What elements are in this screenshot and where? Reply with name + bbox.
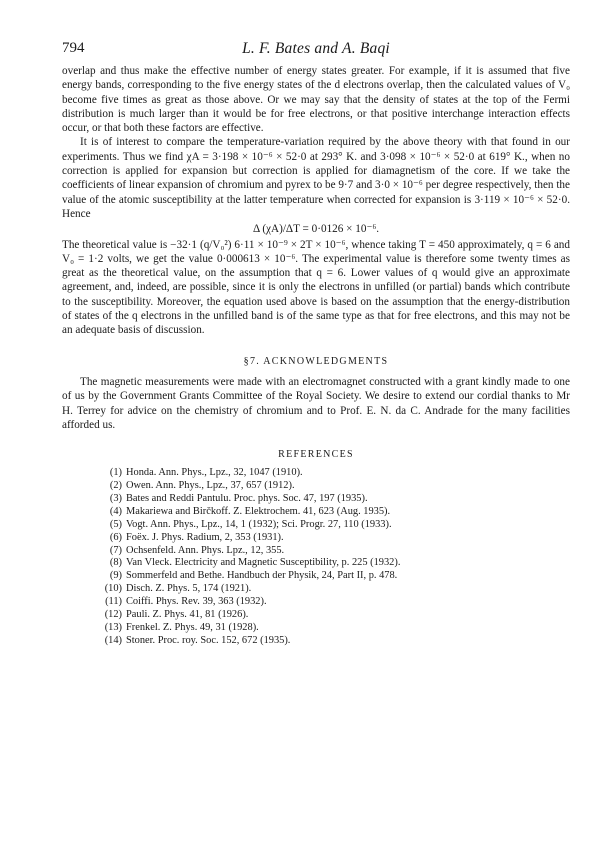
reference-text: Foëx. J. Phys. Radium, 2, 353 (1931). — [126, 531, 284, 543]
reference-text: Owen. Ann. Phys., Lpz., 37, 657 (1912). — [126, 480, 295, 492]
reference-number: (2) — [109, 480, 122, 492]
reference-text: Ochsenfeld. Ann. Phys. Lpz., 12, 355. — [126, 544, 285, 556]
reference-number: (4) — [109, 505, 122, 517]
paragraph-temperature-variation: It is of interest to compare the temperature-variation required by the above theory with that found in our experiments. Thus we find χA = 3·198 × 10⁻⁶ × 52·0 at 293° K. and 3·098 × 10⁻⁶ × 52·0 at 619° K., when no correction is applied for expansion but correction is applied for diamagnetism of the core. If we take the coefficients of linear expansion of chromium and pyrex to be 9·7 and 3·0 × 10⁻⁶ per degree respectively, then the value of the atomic susceptibility at the latter temperature when corrected for expansion is 3·119 × 10⁻⁶ × 52·0. Hence — [62, 136, 570, 220]
reference-text: Vogt. Ann. Phys., Lpz., 14, 1 (1932); Sci. Progr. 27, 110 (1933). — [126, 518, 392, 530]
references-list — [98, 467, 570, 648]
reference-text: Makariewa and Birčkoff. Z. Elektrochem. 41, 623 (Aug. 1935). — [126, 505, 391, 517]
reference-item — [98, 583, 570, 596]
equation: Δ (χA)/ΔT = 0·0126 × 10⁻⁶. — [252, 223, 380, 236]
reference-item — [98, 635, 570, 648]
reference-number: (6) — [109, 531, 122, 543]
reference-item — [98, 557, 570, 570]
reference-item — [98, 545, 570, 558]
reference-item — [98, 622, 570, 635]
reference-item — [98, 506, 570, 519]
reference-number: (5) — [109, 518, 122, 530]
reference-item — [98, 467, 570, 480]
page-number: 794 — [62, 40, 85, 56]
reference-item — [98, 609, 570, 622]
reference-text: Pauli. Z. Phys. 41, 81 (1926). — [126, 609, 249, 621]
reference-item — [98, 493, 570, 506]
reference-number: (13) — [104, 622, 122, 633]
reference-text: Coiffi. Phys. Rev. 39, 363 (1932). — [126, 596, 267, 608]
reference-text: Honda. Ann. Phys., Lpz., 32, 1047 (1910). — [126, 467, 303, 479]
reference-number: (8) — [109, 557, 122, 569]
main-text — [62, 64, 570, 432]
journal-page — [62, 40, 570, 648]
references-heading: REFERENCES — [278, 449, 354, 461]
reference-text: Bates and Reddi Pantulu. Proc. phys. Soc. 47, 197 (1935). — [126, 492, 368, 504]
reference-item — [98, 596, 570, 609]
reference-number: (12) — [104, 609, 122, 621]
reference-item — [98, 519, 570, 532]
reference-item — [98, 570, 570, 583]
reference-number: (10) — [104, 583, 122, 595]
paragraph-theoretical-value: The theoretical value is −32·1 (q/V₀²) 6·11 × 10⁻⁹ × 2T × 10⁻⁶, whence taking T = 450 approximately, q = 6 and V₀ = 1·2 volts, we get the value 0·000613 × 10⁻⁶. The experimental value is therefore some twenty times as great as the theoretical value, on the assumption that q = 6. Lower values of q would give an approximate agreement, and, indeed, are possible, since it is only the electrons in unfilled (or partial) bands which contribute to the susceptibility. Moreover, the equation used above is based on the assumption that the energy-distribution of states of the q electrons in the unfilled band is of the same type as that for free electrons, and this may not be an adequate basis of discussion. — [62, 238, 570, 337]
reference-item — [98, 480, 570, 493]
reference-text: Disch. Z. Phys. 5, 174 (1921). — [126, 583, 252, 595]
reference-number: (3) — [109, 492, 122, 504]
reference-number: (14) — [104, 634, 122, 646]
reference-number: (1) — [109, 467, 122, 479]
reference-number: (11) — [105, 596, 122, 608]
page-header — [62, 40, 570, 64]
paragraph-energy-bands: overlap and thus make the effective number of energy states greater. For example, if it is assumed that five energy bands, corresponding to the five energy states of the d electrons overlap, then the calculated values of V₀ become five times as great as those above. Or we may say that the density of states at the top of the Fermi distribution is much larger than it would be for free electrons, or that positive interchange interaction effects occur, or that both these factors are effective. — [62, 65, 570, 135]
reference-number: (9) — [109, 570, 122, 582]
reference-text: Stoner. Proc. roy. Soc. 152, 672 (1935). — [126, 634, 291, 646]
reference-text: Frenkel. Z. Phys. 49, 31 (1928). — [126, 622, 259, 633]
reference-item — [98, 532, 570, 545]
reference-number: (7) — [109, 544, 122, 556]
running-head: L. F. Bates and A. Baqi — [242, 40, 390, 57]
acknowledgments-heading: §7. ACKNOWLEDGMENTS — [243, 355, 389, 367]
reference-text: Sommerfeld and Bethe. Handbuch der Physik, 24, Part II, p. 478. — [126, 570, 398, 582]
acknowledgments-text: The magnetic measurements were made with an electromagnet constructed with a grant kindly made to one of us by the Government Grants Committee of the Royal Society. We desire to extend our cordial thanks to Mr H. Terrey for advice on the chemistry of chromium and to Prof. E. N. da C. Andrade for the many facilities afforded us. — [62, 375, 570, 431]
reference-text: Van Vleck. Electricity and Magnetic Susceptibility, p. 225 (1932). — [126, 557, 401, 569]
